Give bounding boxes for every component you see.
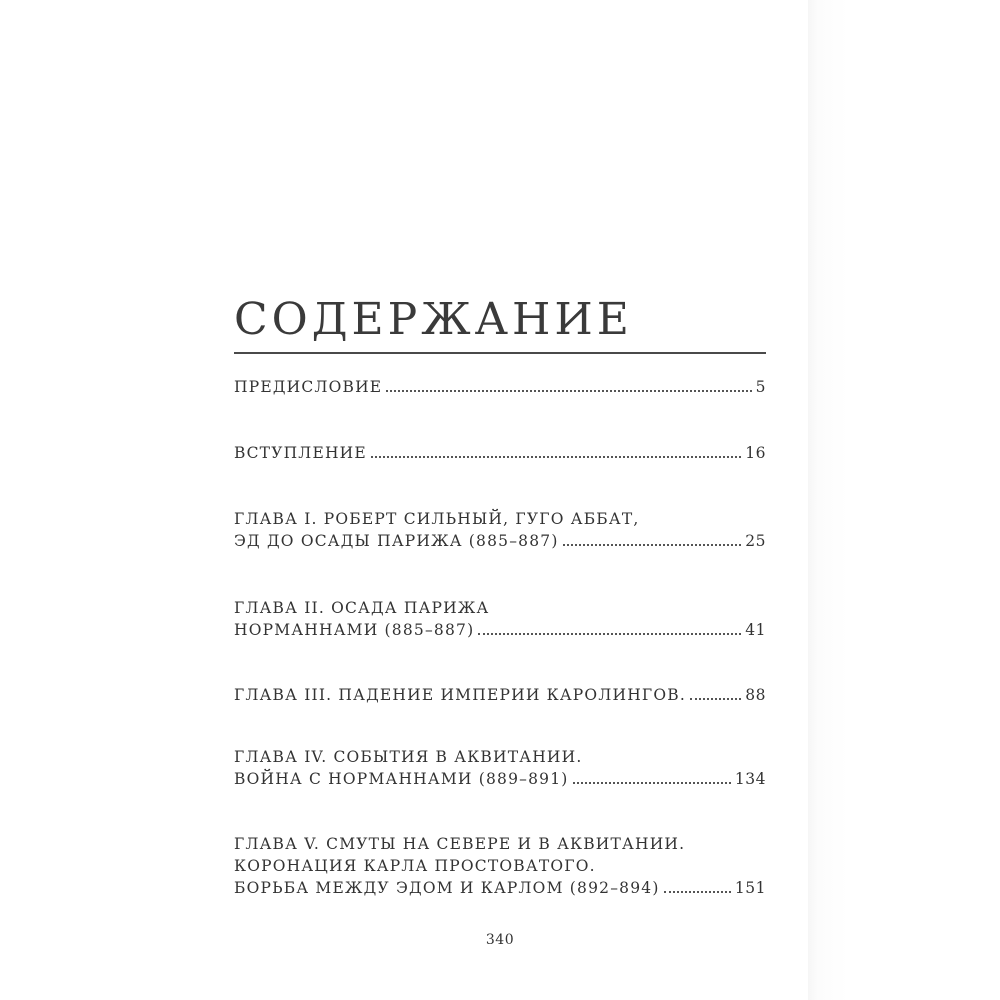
page-number-footer: 340 <box>485 932 515 948</box>
toc-entry-title: ВСТУПЛЕНИЕ <box>234 444 367 462</box>
toc-title: СОДЕРЖАНИЕ <box>234 294 633 345</box>
toc-entry-introduction <box>234 442 766 464</box>
toc-entry-chapter-4 <box>234 746 766 790</box>
toc-dot-leader <box>478 633 741 635</box>
toc-page-number: 134 <box>734 770 766 788</box>
toc-entry-title: ПРЕДИСЛОВИЕ <box>234 378 383 396</box>
toc-dot-leader <box>371 456 741 458</box>
toc-entry-title: БОРЬБА МЕЖДУ ЭДОМ И КАРЛОМ (892–894) <box>234 879 660 897</box>
toc-page-number: 5 <box>755 378 766 396</box>
toc-entry-line <box>234 619 766 641</box>
toc-dot-leader <box>664 891 731 893</box>
toc-page-number: 41 <box>745 621 766 639</box>
toc-page-number: 88 <box>745 686 766 704</box>
toc-page-number: 25 <box>745 532 766 550</box>
toc-entry-chapter-2 <box>234 597 766 641</box>
toc-entry-line <box>234 376 766 398</box>
toc-entry-chapter-1 <box>234 508 766 552</box>
toc-entry-chapter-3 <box>234 684 766 706</box>
toc-entry-title-line: ГЛАВА I. РОБЕРТ СИЛЬНЫЙ, ГУГО АББАТ, <box>234 510 640 528</box>
page-edge-shadow <box>808 0 1000 1000</box>
toc-entry-line <box>234 877 766 899</box>
toc-entry-title: НОРМАННАМИ (885–887) <box>234 621 475 639</box>
toc-dot-leader <box>690 698 741 700</box>
toc-dot-leader <box>573 782 731 784</box>
toc-entry-title: ВОЙНА С НОРМАННАМИ (889–891) <box>234 770 569 788</box>
toc-entry-line <box>234 530 766 552</box>
toc-page-number: 16 <box>745 444 766 462</box>
toc-dot-leader <box>386 390 751 392</box>
toc-page-number: 151 <box>734 879 766 897</box>
toc-dot-leader <box>563 544 742 546</box>
toc-entry-title-line: КОРОНАЦИЯ КАРЛА ПРОСТОВАТОГО. <box>234 857 596 875</box>
toc-entry-title: ГЛАВА III. ПАДЕНИЕ ИМПЕРИИ КАРОЛИНГОВ. <box>234 686 686 704</box>
toc-entry-title: ЭД ДО ОСАДЫ ПАРИЖА (885–887) <box>234 532 559 550</box>
toc-entry-line <box>234 684 766 706</box>
toc-entry-chapter-5 <box>234 833 766 899</box>
toc-entry-preface <box>234 376 766 398</box>
toc-entry-line <box>234 442 766 464</box>
toc-entry-line <box>234 768 766 790</box>
title-rule <box>234 352 766 354</box>
toc-entry-title-line: ГЛАВА V. СМУТЫ НА СЕВЕРЕ И В АКВИТАНИИ. <box>234 835 686 853</box>
toc-entry-title-line: ГЛАВА II. ОСАДА ПАРИЖА <box>234 599 490 617</box>
toc-entry-title-line: ГЛАВА IV. СОБЫТИЯ В АКВИТАНИИ. <box>234 748 583 766</box>
